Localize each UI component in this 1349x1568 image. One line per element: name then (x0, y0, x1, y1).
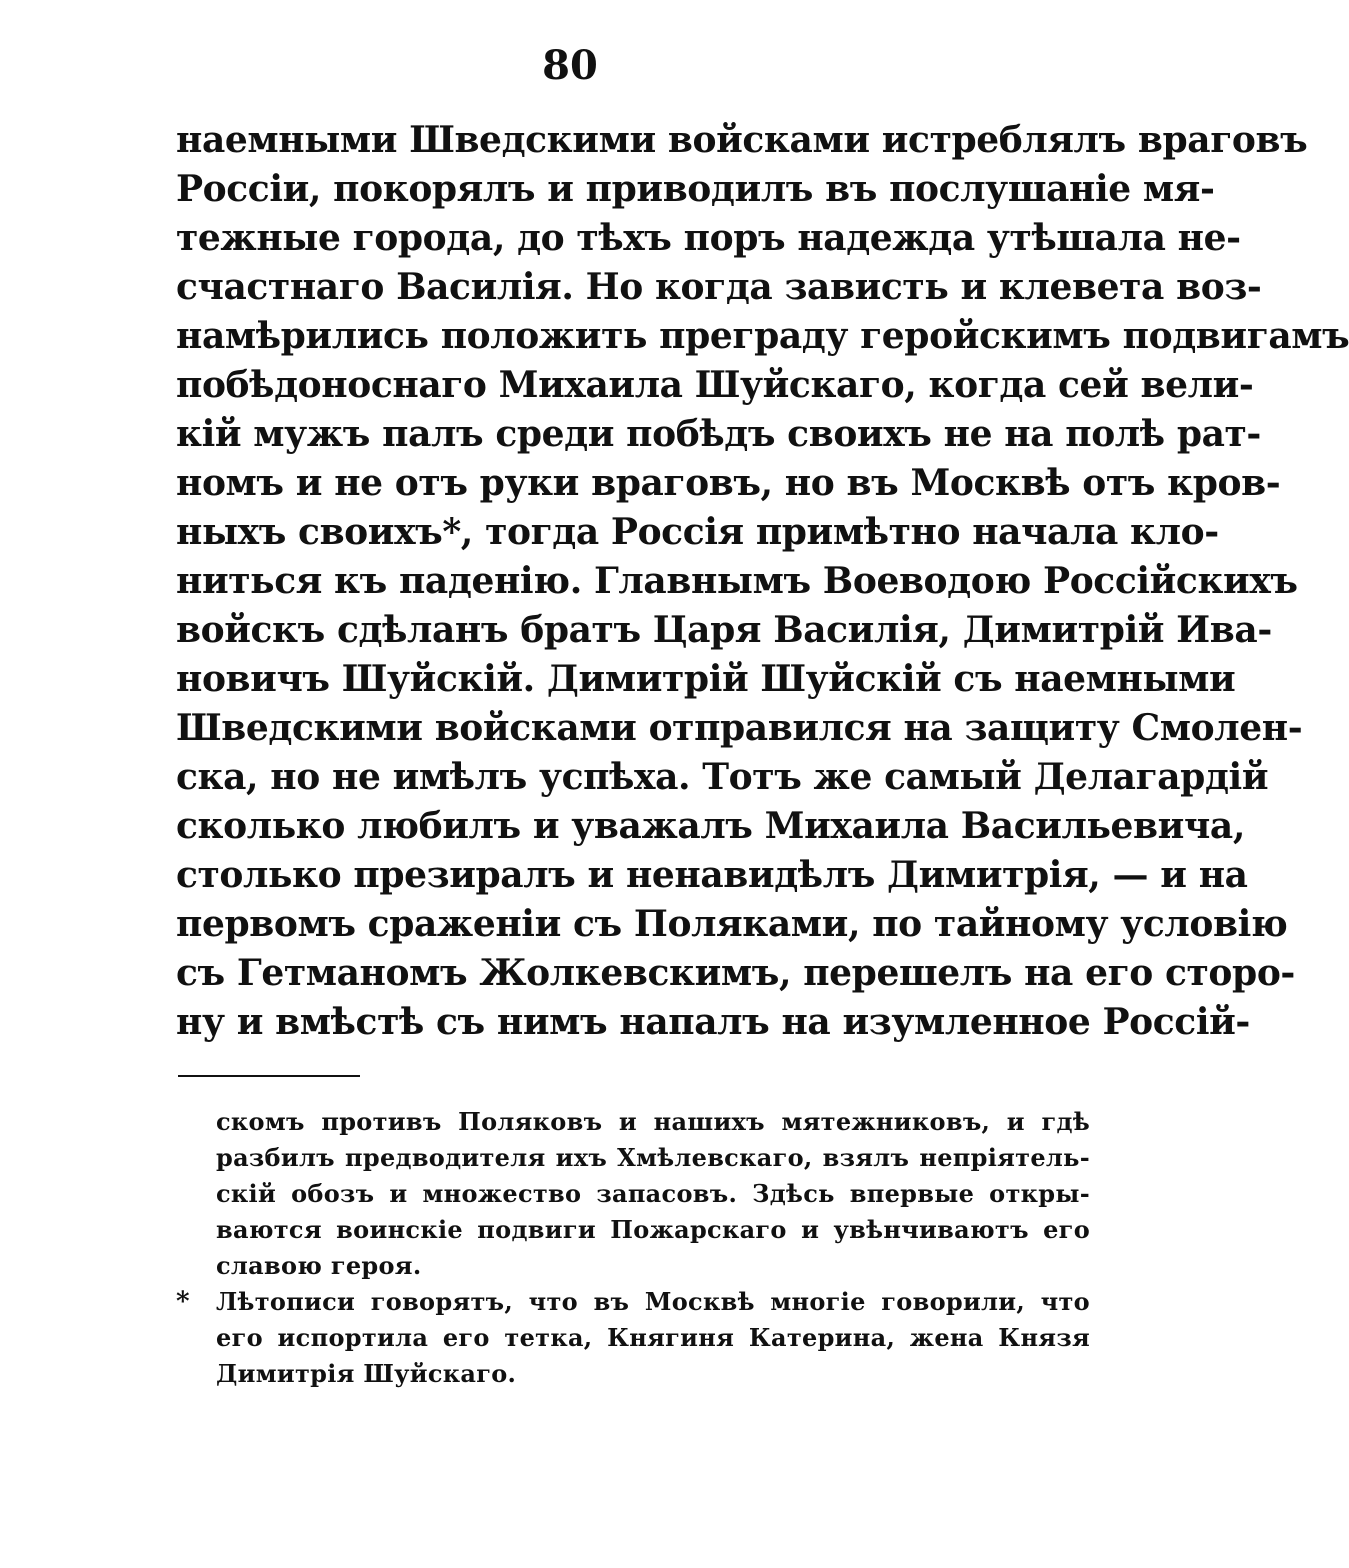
text-line: новичъ Шуйскій. Димитрій Шуйскій съ наемными (176, 658, 1236, 700)
text-line: ныхъ своихъ*, тогда Россія примѣтно начала кло- (176, 511, 1219, 553)
text-line: сколько любилъ и уважалъ Михаила Васильевича, (176, 805, 1245, 847)
text-line: намѣрились положить преграду геройскимъ подвигамъ (176, 315, 1349, 357)
footnote-body (216, 1284, 1090, 1392)
footnote-line: разбилъ предводителя ихъ Хмѣлевскаго, взялъ непріятель- (216, 1143, 1090, 1172)
main-text (176, 116, 1349, 1047)
text-line: кій мужъ палъ среди побѣдъ своихъ не на полѣ рат- (176, 413, 1261, 455)
text-line: побѣдоноснаго Михаила Шуйскаго, когда сей вели- (176, 364, 1254, 406)
text-line: номъ и не отъ руки враговъ, но въ Москвѣ отъ кров- (176, 462, 1281, 504)
text-line: съ Гетманомъ Жолкевскимъ, перешелъ на его сторо- (176, 952, 1295, 994)
footnote-line: славою героя. (216, 1251, 422, 1280)
text-line: ниться къ паденію. Главнымъ Воеводою Россійскихъ (176, 560, 1298, 602)
text-line: счастнаго Василія. Но когда зависть и клевета воз- (176, 266, 1262, 308)
text-line: первомъ сраженіи съ Поляками, по тайному условію (176, 903, 1288, 945)
text-line: войскъ сдѣланъ братъ Царя Василія, Димитрій Ива- (176, 609, 1272, 651)
footnote-line: его испортила его тетка, Княгиня Катерина, жена Князя (216, 1323, 1090, 1352)
footnote-continued (176, 1104, 1090, 1284)
text-line: столько презиралъ и ненавидѣлъ Димитрія, — и на (176, 854, 1248, 896)
text-line: Россіи, покорялъ и приводилъ въ послушаніе мя- (176, 168, 1215, 210)
text-line: ну и вмѣстѣ съ нимъ напалъ на изумленное Россій- (176, 1001, 1250, 1043)
footnote-line: Лѣтописи говорятъ, что въ Москвѣ многіе говорили, что (216, 1287, 1090, 1316)
text-line: наемными Шведскими войсками истреблялъ враговъ (176, 119, 1308, 161)
page-number: 80 (542, 42, 598, 89)
footnote-marker: * (176, 1287, 190, 1317)
text-line: ска, но не имѣлъ успѣха. Тотъ же самый Делагардій (176, 756, 1269, 798)
text-line: Шведскими войсками отправился на защиту Смолен- (176, 707, 1303, 749)
footnote-line: скомъ противъ Поляковъ и нашихъ мятежниковъ, и гдѣ (216, 1107, 1090, 1136)
text-line: тежные города, до тѣхъ поръ надежда утѣшала не- (176, 217, 1241, 259)
footnote-line: Димитрія Шуйскаго. (216, 1359, 517, 1388)
footnote-separator (178, 1075, 360, 1077)
footnote-line: скій обозъ и множество запасовъ. Здѣсь впервые откры- (216, 1179, 1090, 1208)
footnote-line: ваются воинскіе подвиги Пожарскаго и увѣнчиваютъ его (216, 1215, 1090, 1244)
